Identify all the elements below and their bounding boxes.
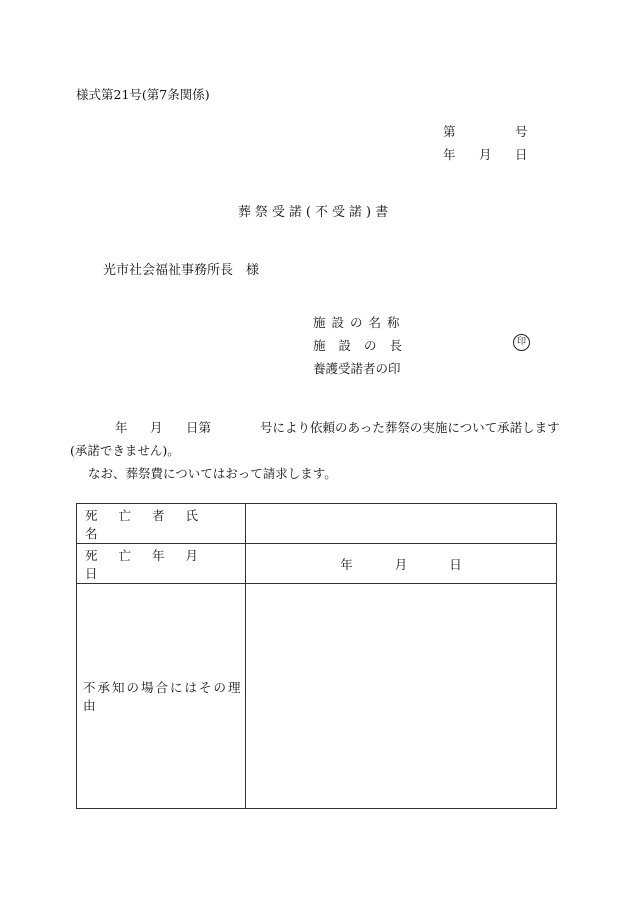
document-title: 葬祭受諾(不受諾)書 [237,205,393,220]
deceased-name-label [77,506,245,542]
deceased-name-label-cell [77,504,246,544]
seal-icon: 印 [513,334,530,351]
deceased-name-label-text: 死亡者氏名 [85,507,220,541]
death-date-year: 年 [340,556,353,572]
addressee: 光市社会福祉事務所長 様 [103,263,260,278]
facility-name-value: 施設の名称 [313,315,406,330]
facility-name-label [313,313,406,331]
death-date-label-text: 死亡年月日 [85,547,220,581]
death-date-label-cell [77,544,246,584]
ref-month: 月 [150,420,163,435]
date-year-label: 年 [443,147,456,162]
deceased-name-row [77,504,557,544]
death-date-day: 日 [449,556,462,572]
reason-row [77,584,557,809]
detail-table [76,503,557,809]
death-date-month: 月 [394,556,408,572]
reason-label: 不承知の場合にはその理由 [83,680,243,713]
ref-text: 号により依頼のあった葬祭の実施について承諾します [260,420,560,435]
body-line-3: なお、葬祭費についてはおって請求します。 [88,466,337,481]
reason-value-cell[interactable] [246,584,557,809]
death-date-value-cell[interactable] [246,544,557,584]
date-month-label: 月 [479,147,492,162]
doc-number-prefix: 第 [443,124,456,139]
death-date-fields [246,555,556,573]
body-line-2: (承諾できません)。 [70,443,180,458]
doc-number-suffix: 号 [515,124,528,139]
death-date-row [77,544,557,584]
facility-name-text [313,313,406,331]
ref-year: 年 [115,420,128,435]
death-date-label [77,546,245,582]
reason-label-cell [77,584,246,809]
ref-day-no: 日第 [186,420,212,435]
facility-head-label: 施設の長 [313,338,416,353]
acceptor-seal-label: 養護受諾者の印 [313,361,401,376]
form-number: 様式第21号(第7条関係) [76,87,210,102]
deceased-name-value-cell[interactable] [246,504,557,544]
date-day-label: 日 [515,147,528,162]
